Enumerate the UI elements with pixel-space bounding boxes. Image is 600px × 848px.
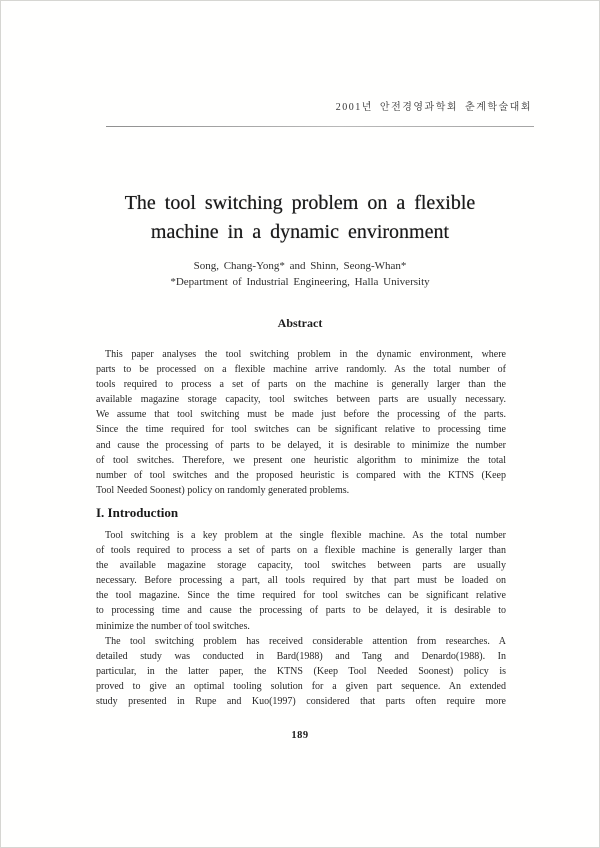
text-line: minimize the number of tool switches. [96,620,250,632]
text-line: number of tool switches and the proposed heuristic is compared with the KTNS (Keep [96,469,506,481]
text-line: the tool magazine. Since the time required for tool switches can be significant relative [96,590,506,602]
text-line: proved to give an optimal tooling solution for a given part sequence. An extended [96,680,506,692]
text-line: tools required to process a set of parts on the machine is generally larger than the [96,379,506,391]
text-line: and cause the processing of parts to be delayed, it is desirable to minimize the number [96,439,506,451]
paper-title-line-2: machine in a dynamic environment [150,221,450,243]
paper-title [1,189,599,247]
text-line: of tools required to process a set of parts on a flexible machine is generally larger than [96,545,506,557]
introduction-heading: I. Introduction [96,505,179,520]
paper-title-line-1: The tool switching problem on a flexible [124,192,476,214]
authors-line: Song, Chang-Yong* and Shinn, Seong-Whan* [193,260,407,272]
text-line: to processing time and cause the processing of parts to be delayed, it is desirable to [96,605,506,617]
introduction-body [96,528,506,709]
page-number: 189 [291,730,309,741]
text-line: Tool Needed Soonest) policy on randomly generated problems. [96,484,350,496]
affiliation-line: *Department of Industrial Engineering, Halla University [170,276,430,288]
abstract-heading: Abstract [277,316,323,330]
text-line: necessary. Before processing a part, all tools required by that part must be loaded on [96,575,506,587]
text-line: Since the time required for tool switches can be significant relative to processing time [96,424,506,436]
abstract-paragraph [96,347,506,498]
text-line: This paper analyses the tool switching problem in the dynamic environment, where [105,349,506,360]
conference-header: 2001년 안전경영과학회 춘계학술대회 [335,102,532,113]
text-line: study presented in Rupe and Kuo(1997) considered that parts often require more [96,696,506,708]
text-line: We assume that tool switching must be made just before the processing of the parts. [96,409,506,421]
text-line: the available magazine storage capacity, tool switches between parts are usually [96,560,506,572]
text-line: Tool switching is a key problem at the single flexible machine. As the total number [105,530,506,541]
text-line: The tool switching problem has received considerable attention from researches. A [105,635,506,647]
introduction-paragraph-2 [96,634,506,709]
text-line: detailed study was conducted in Bard(1988) and Tang and Denardo(1988). In [96,650,506,662]
text-line: parts to be processed on a flexible machine arrive randomly. As the total number of [96,364,506,376]
introduction-paragraph-1 [96,528,506,634]
text-line: particular, in the latter paper, the KTNS (Keep Tool Needed Soonest) policy is [96,665,506,677]
text-line: available magazine storage capacity, tool switches between parts are usually necessary. [96,394,506,406]
header-divider-rule [106,126,534,127]
text-line: of tool switches. Therefore, we present one heuristic algorithm to minimize the total [96,454,506,466]
